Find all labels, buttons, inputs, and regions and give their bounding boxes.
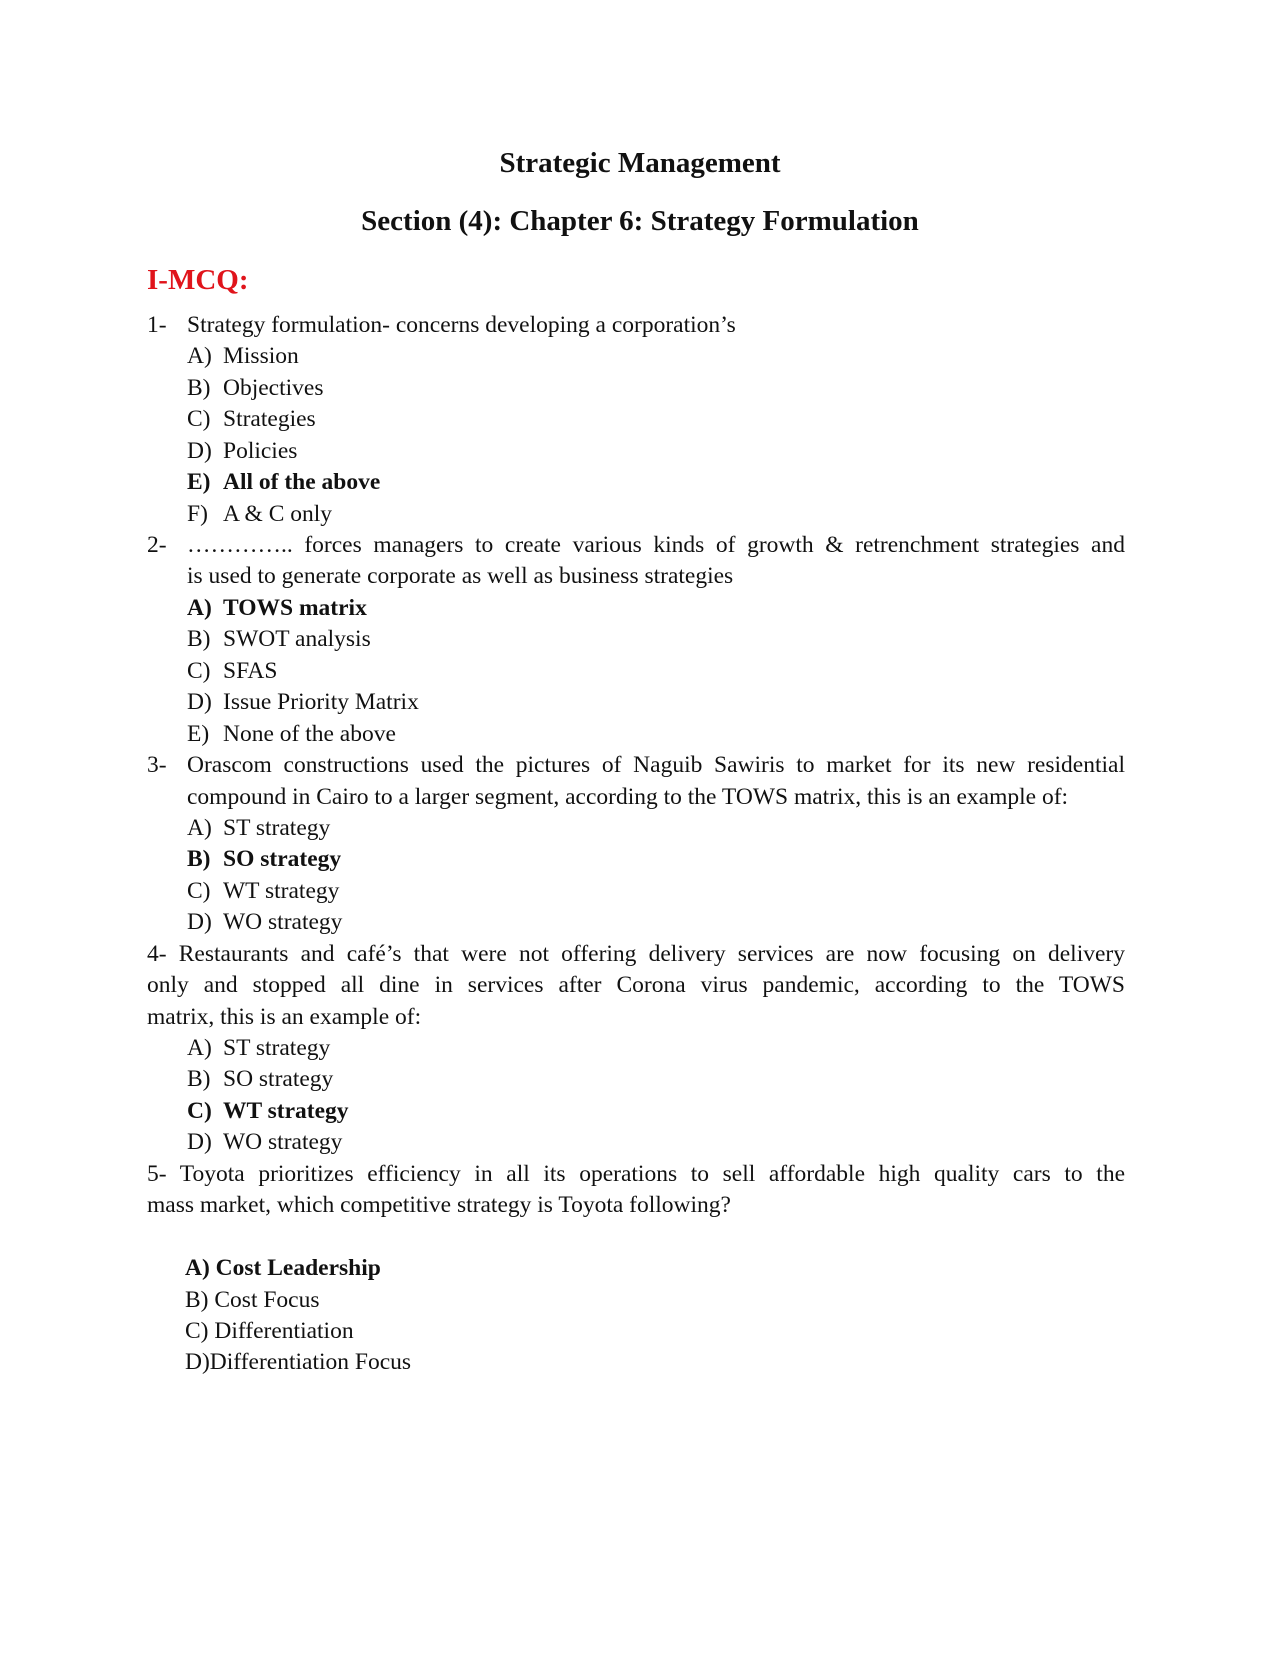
question-text: Strategy formulation- concerns developing a corporation’s: [187, 312, 736, 338]
question-text: mass market, which competitive strategy is Toyota following?: [147, 1192, 731, 1218]
option: C) SFAS: [187, 658, 278, 684]
question-number: 3-: [147, 752, 167, 778]
option: B) SO strategy: [187, 1066, 334, 1092]
mcq-heading: I-MCQ:: [147, 264, 249, 296]
question-text: 4- Restaurants and café’s that were not offering delivery services are now focusing on delivery: [147, 941, 1125, 967]
section-title: Section (4): Chapter 6: Strategy Formulation: [361, 205, 919, 237]
question-number: 2-: [147, 532, 167, 558]
option: C) Strategies: [187, 406, 316, 432]
option: A) ST strategy: [187, 1035, 331, 1061]
option-correct: B) SO strategy: [187, 846, 342, 872]
option: B) Cost Focus: [185, 1287, 320, 1313]
option: A) Mission: [187, 343, 299, 369]
question-text: compound in Cairo to a larger segment, according to the TOWS matrix, this is an example of:: [187, 784, 1069, 810]
question-text: 5- Toyota prioritizes efficiency in all its operations to sell affordable high quality cars to the: [147, 1161, 1125, 1187]
option: D)Differentiation Focus: [185, 1349, 412, 1375]
question-number: 1-: [147, 312, 167, 338]
document-title: Strategic Management: [499, 147, 781, 179]
option: A) ST strategy: [187, 815, 331, 841]
option: D) Issue Priority Matrix: [187, 689, 419, 715]
option-correct: A) Cost Leadership: [185, 1255, 381, 1281]
option: D) WO strategy: [187, 909, 343, 935]
option: D) Policies: [187, 438, 298, 464]
question-text: matrix, this is an example of:: [147, 1004, 422, 1030]
question-text: Orascom constructions used the pictures of Naguib Sawiris to market for its new residential: [187, 752, 1125, 778]
question-text: is used to generate corporate as well as business strategies: [187, 563, 734, 589]
option: D) WO strategy: [187, 1129, 343, 1155]
option-correct: C) WT strategy: [187, 1098, 349, 1124]
question-text: only and stopped all dine in services after Corona virus pandemic, according to the TOWS: [147, 972, 1125, 998]
option-correct: A) TOWS matrix: [187, 595, 367, 621]
option: C) Differentiation: [185, 1318, 354, 1344]
option-correct: E) All of the above: [187, 469, 381, 495]
option: B) Objectives: [187, 375, 324, 401]
option: C) WT strategy: [187, 878, 340, 904]
option: F) A & C only: [187, 501, 333, 527]
question-text: ………….. forces managers to create various kinds of growth & retrenchment strategies and: [187, 532, 1125, 558]
option: E) None of the above: [187, 721, 396, 747]
option: B) SWOT analysis: [187, 626, 371, 652]
